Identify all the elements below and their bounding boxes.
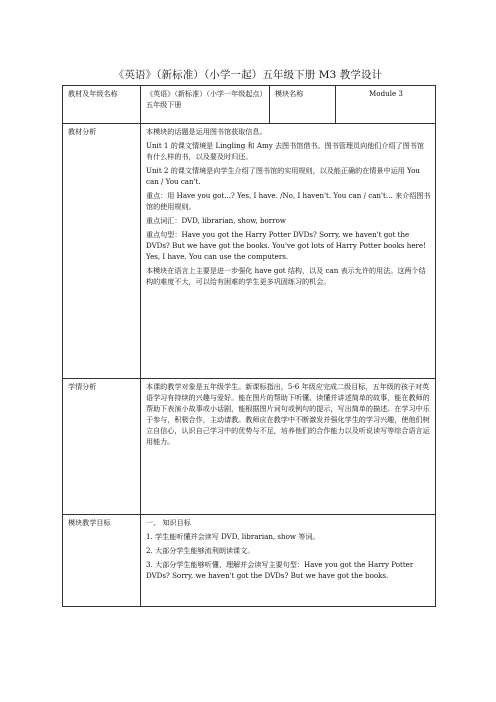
textbook-value-cell: 《英语》（新标准）（小学一年级起点）五年级下册 xyxy=(141,86,270,124)
paragraph: Unit 1 的课文情境是 Lingling 和 Amy 去图书馆借书。图书管理员向他们介绍了图书馆有什么样的书，以及要及时归还。 xyxy=(146,140,424,161)
textbook-label-cell: 教材及年级名称 xyxy=(63,86,141,124)
header-row xyxy=(63,86,436,124)
section-content xyxy=(141,124,436,379)
paragraph: 3. 大部分学生能够听懂、理解并会读写主要句型：Have you got the Harry Potter DVDs? Sorry, we haven't got the DVDs? But we have got the books. xyxy=(146,559,414,580)
lesson-plan-table xyxy=(62,85,436,607)
paragraph: 重点：用 Have you got...? Yes, I have. /No, I haven't. You can / can't… 来介绍图书馆的使用规则。 xyxy=(146,190,431,211)
section-row-textbook-analysis xyxy=(63,124,436,379)
section-content xyxy=(141,379,436,515)
paragraph: 2. 大部分学生能够流利朗读课文。 xyxy=(146,545,255,555)
paragraph: 一、 知识目标 xyxy=(146,518,191,527)
module-label-cell: 模块名称 xyxy=(270,86,336,124)
section-content xyxy=(141,515,436,607)
section-label: 教材分析 xyxy=(63,124,141,379)
paragraph: 本模块在语言上主要是进一步强化 have got 结构，以及 can 表示允许的用法。这两个结构的难度不大，可以给有困难的学生更多巩固练习的机会。 xyxy=(146,265,426,286)
paragraph: Unit 2 的课文情境是向学生介绍了图书馆的实用规则，以及能正确的在情景中运用 You can / You can't. xyxy=(146,165,420,186)
paragraph: 1. 学生能听懂并会读写 DVD, librarian, show 等词。 xyxy=(146,531,320,541)
section-row-teaching-objectives xyxy=(63,515,436,607)
paragraph: 本课的教学对象是五年级学生。新课标指出，5-6 年级应完成二级目标，五年级的孩子对英语学习有持续的兴趣与爱好。能在图片的帮助下听懂、读懂并讲述简单的故事，能在教师的帮助下表演小故事或小话剧，能根据图片词句或例句的提示，写出简单的描述。在学习中乐于参与，积极合作，主动请教。教师应在教学中不断激发并强化学生的学习兴趣，使他们树立自信心，认识自己学习中的优势与不足，培养他们的合作能力以及听说读写等综合语言运用能力。 xyxy=(146,382,430,446)
section-row-learner-analysis xyxy=(63,379,436,515)
paragraph: 本模块的话题是运用图书馆获取信息。 xyxy=(146,127,267,136)
paragraph: 重点词汇：DVD, librarian, show, borrow xyxy=(146,215,286,225)
section-label: 模块教学目标 xyxy=(63,515,141,607)
module-value-cell: Module 3 xyxy=(336,86,436,124)
paragraph: 重点句型：Have you got the Harry Potter DVDs? Sorry, we haven't got the DVDs? But we have got the books. You've got lots of Harry Potter books here! Yes, I have. You can use the computers. xyxy=(146,229,426,261)
document-title: 《英语》（新标准）（小学一起）五年级下册 M3 教学设计 xyxy=(113,69,383,81)
section-label: 学情分析 xyxy=(63,379,141,515)
